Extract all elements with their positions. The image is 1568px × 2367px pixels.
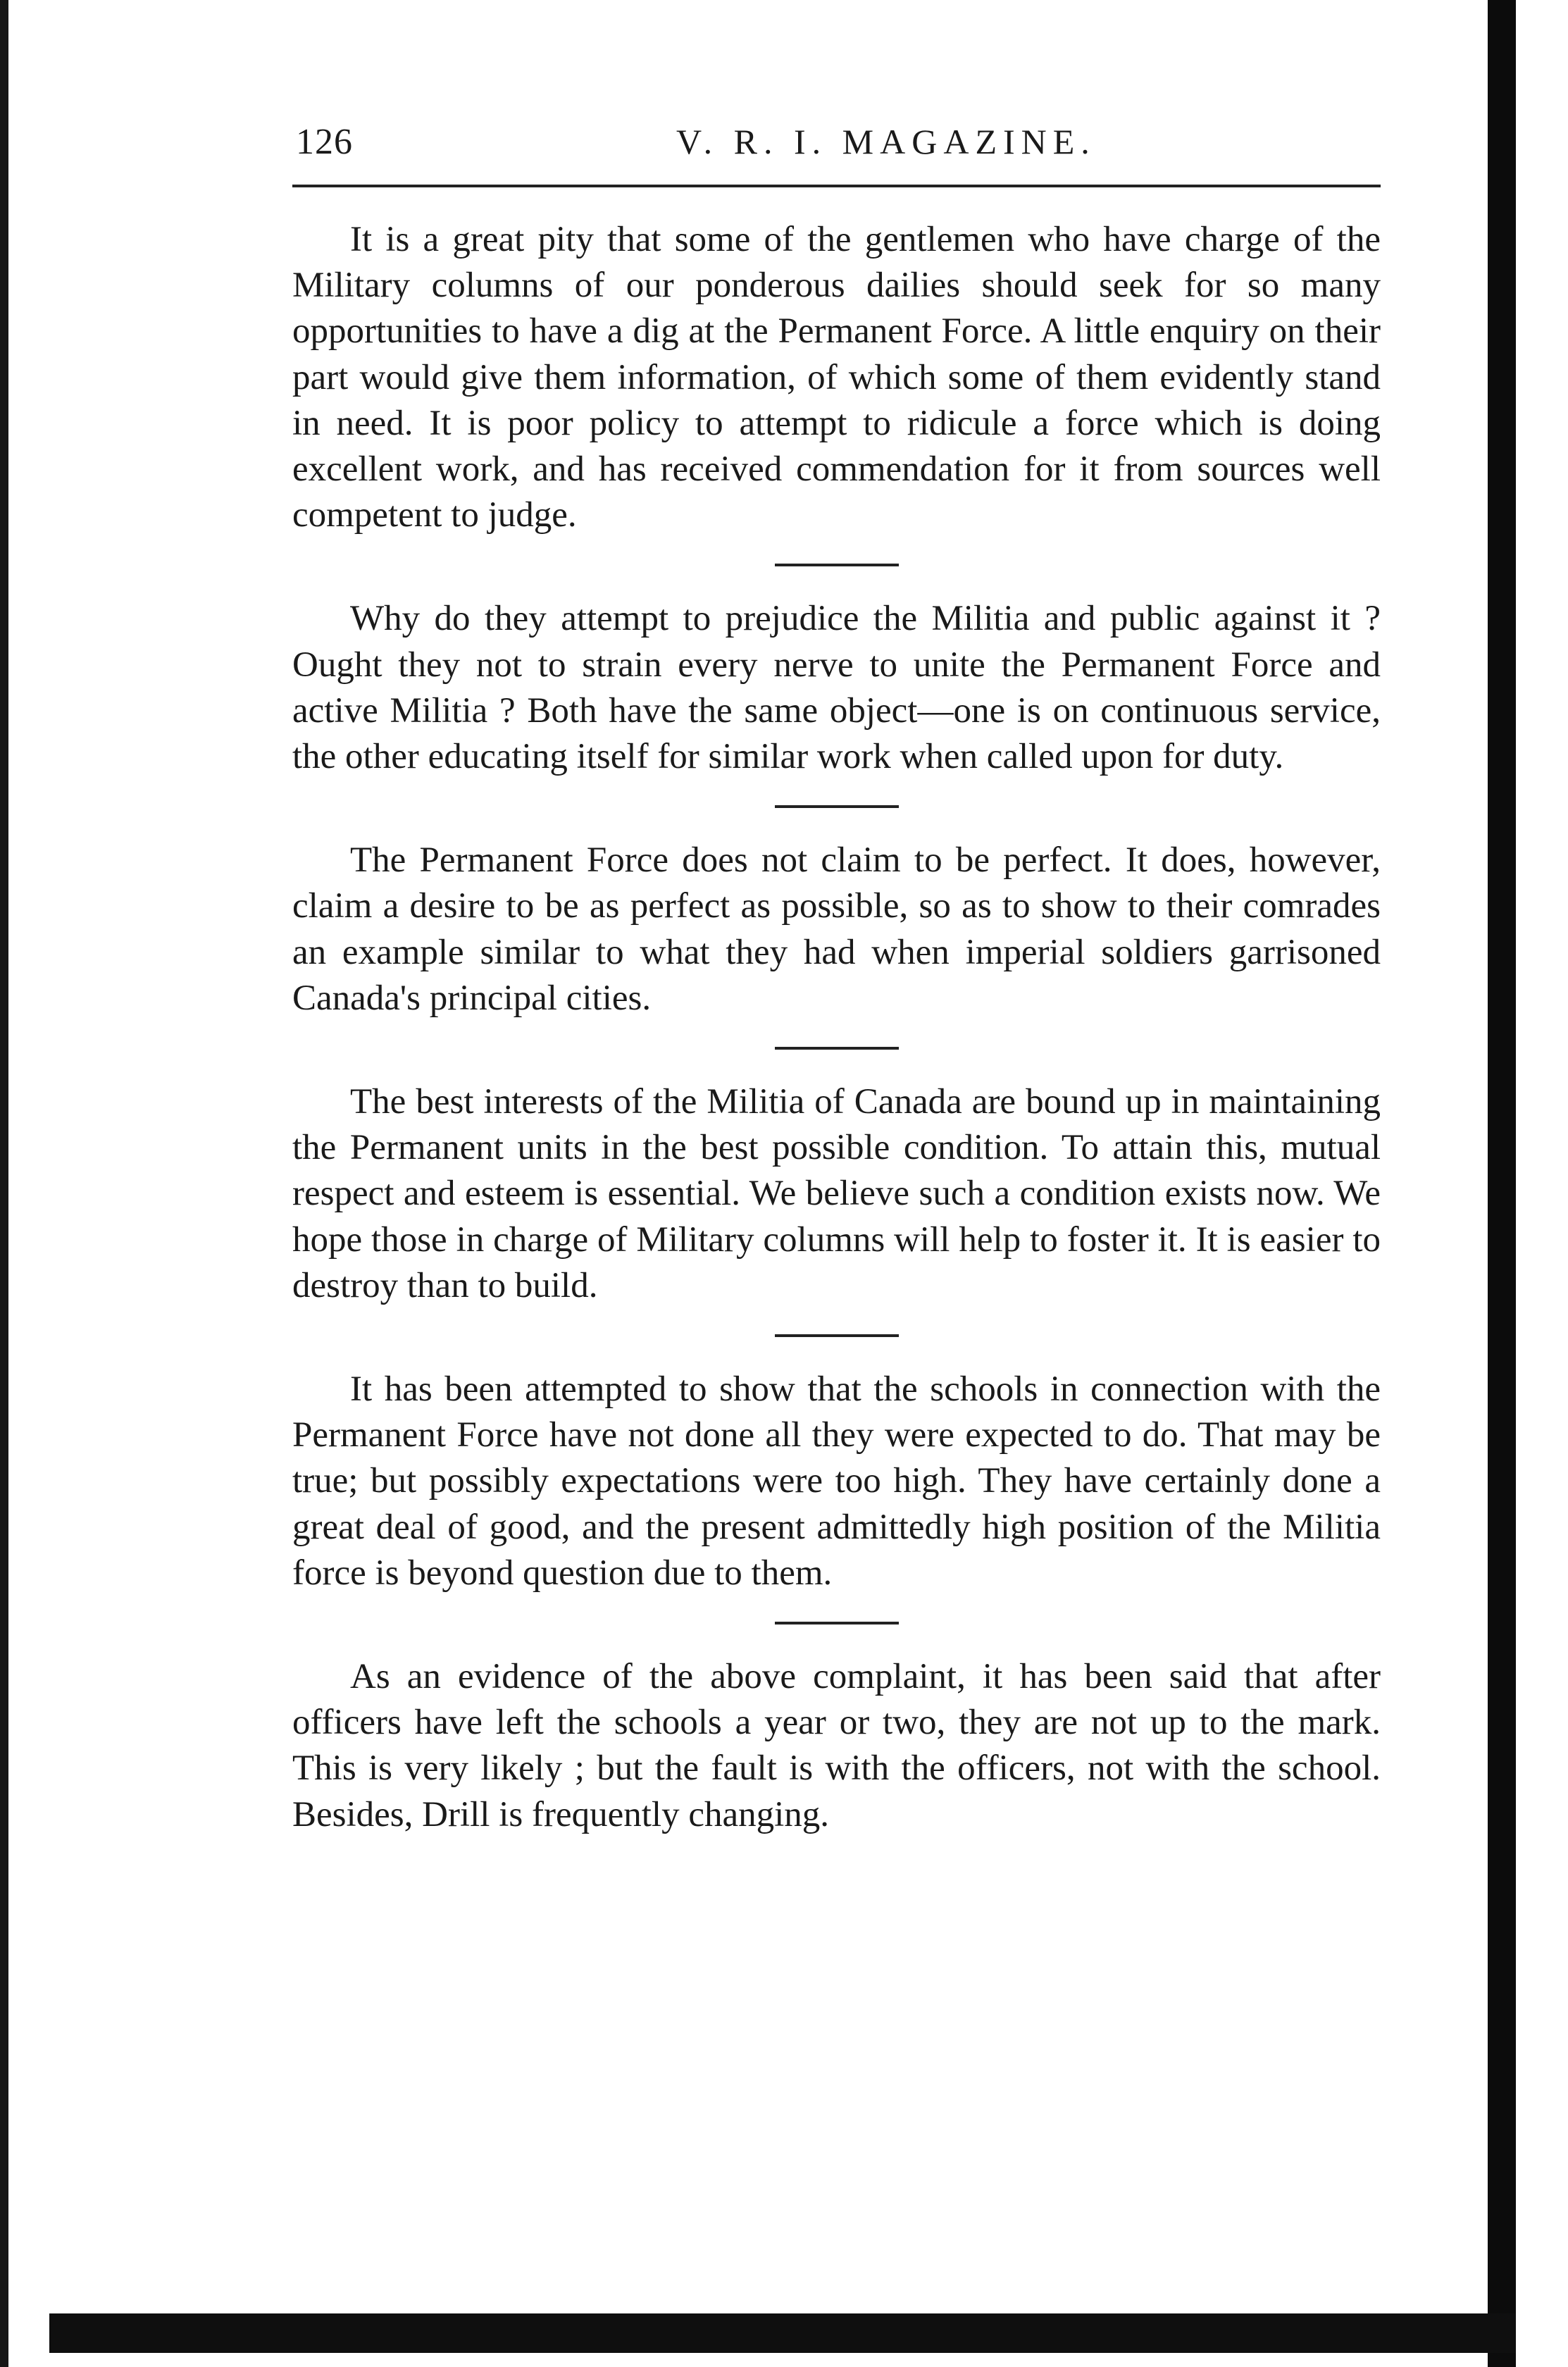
header-rule bbox=[292, 185, 1381, 187]
section-divider bbox=[775, 1334, 899, 1337]
scan-right-edge bbox=[1488, 0, 1516, 2367]
paragraph: As an evidence of the above complaint, it has been said that after officers have left the schools a year or two, they are not up to the mark. This is very likely ; but the fault is with the officers, not with the school. Besides, Drill is frequently changing. bbox=[292, 1657, 1381, 1834]
article-body bbox=[292, 217, 1381, 1838]
section-divider bbox=[775, 805, 899, 808]
page-number: 126 bbox=[296, 122, 353, 162]
scan-bottom-edge bbox=[49, 2313, 1516, 2353]
page-header bbox=[296, 121, 1381, 170]
section-divider bbox=[775, 1622, 899, 1624]
paragraph: Why do they attempt to prejudice the Militia and public against it ? Ought they not to strain every nerve to unite the Permanent Force and active Militia ? Both have the same object—one is on continuous service, the other educating itself for similar work when called upon for duty. bbox=[292, 599, 1381, 777]
paragraph: It has been attempted to show that the schools in connection with the Permanent Force have not done all they were expected to do. That may be true; but possibly expectations were too high. They have certainly done a great deal of good, and the present admittedly high position of the Militia force is beyond question due to them. bbox=[292, 1369, 1381, 1593]
scan-left-edge bbox=[0, 0, 8, 2367]
section-divider bbox=[775, 1047, 899, 1050]
paragraph: The best interests of the Militia of Canada are bound up in maintaining the Permanent units in the best possible condition. To attain this, mutual respect and esteem is essential. We believe such a condition exists now. We hope those in charge of Military columns will help to foster it. It is easier to destroy than to build. bbox=[292, 1082, 1381, 1305]
paragraph: It is a great pity that some of the gentlemen who have charge of the Military columns of our ponderous dailies should seek for so many opportunities to have a dig at the Permanent Force. A little enquiry on their part would give them information, of which some of them evidently stand in need. It is poor policy to attempt to ridicule a force which is doing excellent work, and has received commendation for it from sources well competent to judge. bbox=[292, 220, 1381, 535]
running-title: V. R. I. MAGAZINE. bbox=[676, 122, 1096, 161]
paragraph: The Permanent Force does not claim to be perfect. It does, however, claim a desire to be as perfect as possible, so as to show to their comrades an example similar to what they had when imperial soldiers garrisoned Canada's principal cities. bbox=[292, 840, 1381, 1018]
section-divider bbox=[775, 564, 899, 566]
